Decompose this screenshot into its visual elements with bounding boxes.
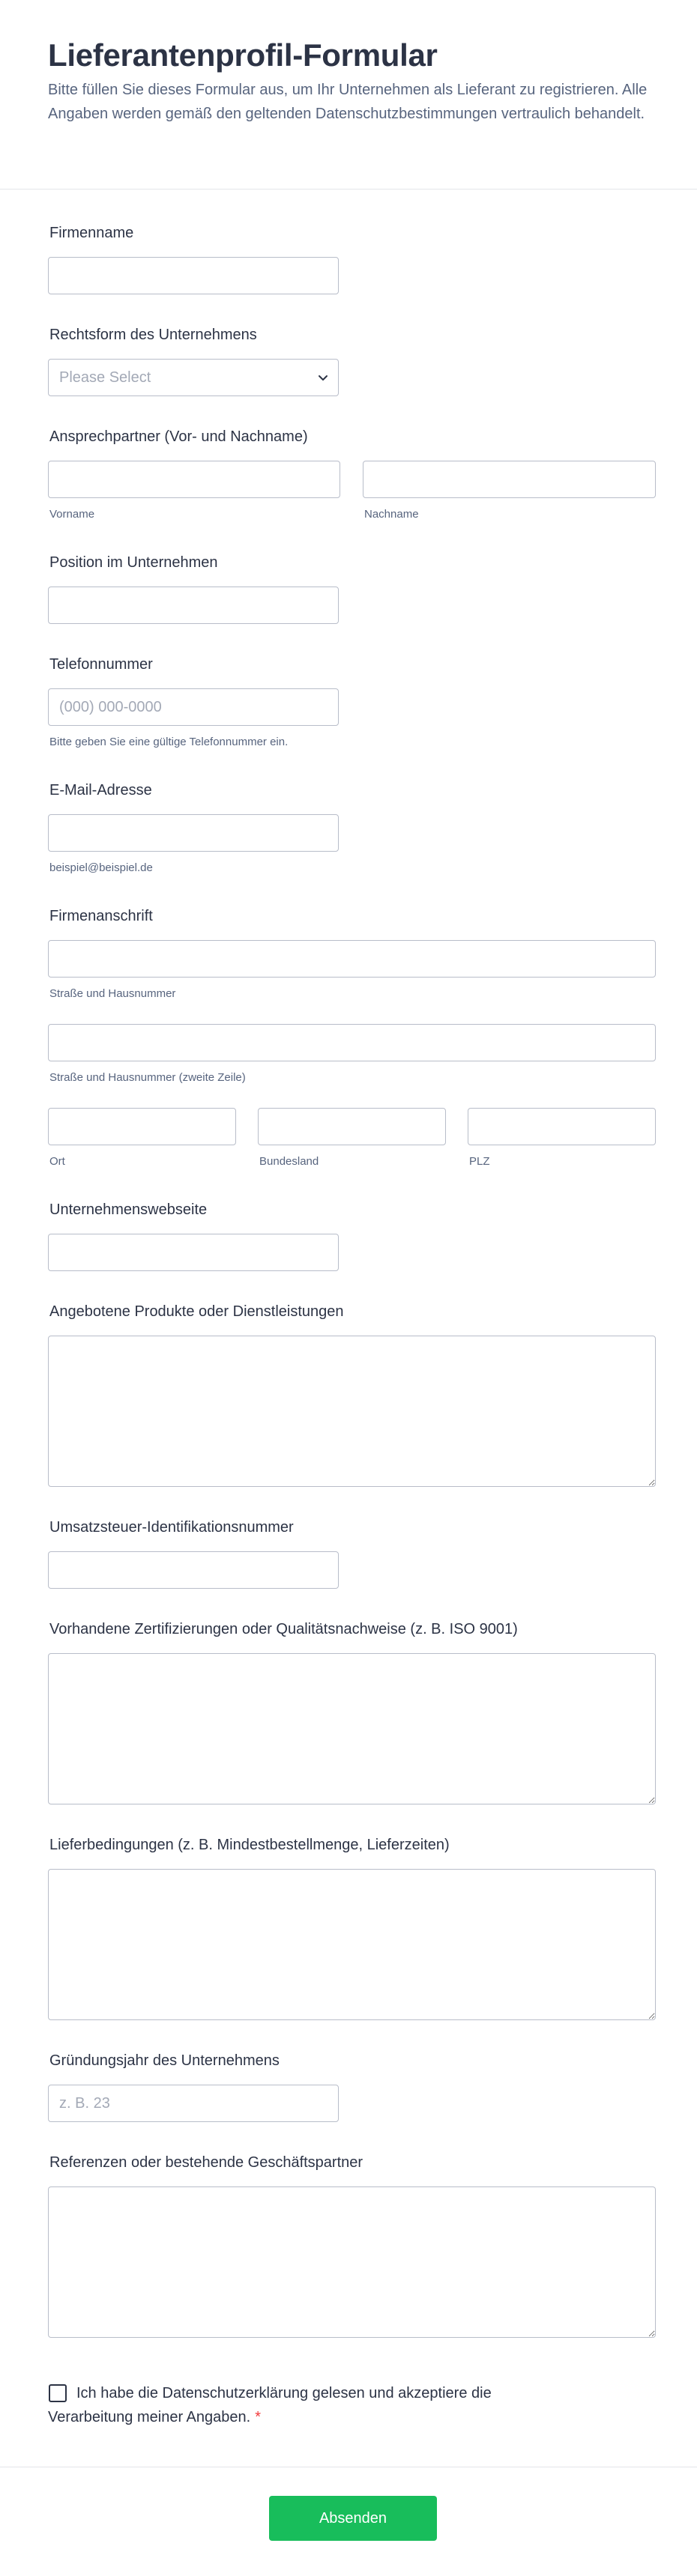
position-input[interactable] — [48, 587, 339, 624]
position-label: Position im Unternehmen — [49, 554, 218, 571]
legal-form-placeholder: Please Select — [59, 369, 151, 386]
zip-input[interactable] — [468, 1108, 656, 1145]
products-label: Angebotene Produkte oder Dienstleistungen — [49, 1303, 344, 1320]
consent-text — [48, 2381, 573, 2429]
references-label: Referenzen oder bestehende Geschäftspartner — [49, 2154, 363, 2171]
form-title: Lieferantenprofil-Formular — [48, 37, 438, 73]
form-header — [0, 0, 697, 190]
required-mark: * — [255, 2409, 261, 2425]
email-input[interactable] — [48, 814, 339, 852]
delivery-terms-label: Lieferbedingungen (z. B. Mindestbestellmenge, Lieferzeiten) — [49, 1837, 450, 1853]
phone-hint: Bitte geben Sie eine gültige Telefonnummer ein. — [49, 736, 289, 748]
last-name-sublabel: Nachname — [364, 508, 419, 521]
founding-year-input[interactable] — [48, 2085, 339, 2122]
street-sublabel: Straße und Hausnummer — [49, 987, 176, 1000]
first-name-sublabel: Vorname — [49, 508, 95, 521]
first-name-input[interactable] — [48, 461, 340, 498]
last-name-input[interactable] — [363, 461, 656, 498]
address-label: Firmenanschrift — [49, 908, 153, 924]
website-input[interactable] — [48, 1234, 339, 1271]
phone-label: Telefonnummer — [49, 656, 153, 673]
references-textarea[interactable] — [48, 2186, 656, 2338]
street2-input[interactable] — [48, 1024, 656, 1061]
submit-button[interactable]: Absenden — [269, 2496, 437, 2541]
certifications-label: Vorhandene Zertifizierungen oder Qualitätsnachweise (z. B. ISO 9001) — [49, 1621, 518, 1637]
city-input[interactable] — [48, 1108, 236, 1145]
chevron-down-icon — [317, 372, 329, 384]
state-sublabel: Bundesland — [259, 1155, 319, 1168]
founding-year-label: Gründungsjahr des Unternehmens — [49, 2052, 280, 2069]
company-name-label: Firmenname — [49, 225, 134, 241]
street-input[interactable] — [48, 940, 656, 978]
vat-id-label: Umsatzsteuer-Identifikationsnummer — [49, 1519, 294, 1536]
form-description: Bitte füllen Sie dieses Formular aus, um Ihr Unternehmen als Lieferant zu registrieren. Alle Angaben werden gemäß den geltenden Datenschutzbestimmungen vertraulich behandelt. — [48, 82, 648, 122]
contact-person-label: Ansprechpartner (Vor- und Nachname) — [49, 428, 308, 445]
legal-form-select[interactable] — [48, 359, 339, 396]
zip-sublabel: PLZ — [469, 1155, 490, 1168]
city-sublabel: Ort — [49, 1155, 65, 1168]
email-hint: beispiel@beispiel.de — [49, 861, 153, 874]
products-textarea[interactable] — [48, 1336, 656, 1487]
certifications-textarea[interactable] — [48, 1653, 656, 1804]
state-input[interactable] — [258, 1108, 446, 1145]
street2-sublabel: Straße und Hausnummer (zweite Zeile) — [49, 1071, 246, 1084]
vat-id-input[interactable] — [48, 1551, 339, 1589]
website-label: Unternehmenswebseite — [49, 1201, 208, 1218]
email-label: E-Mail-Adresse — [49, 782, 152, 798]
consent-label: Ich habe die Datenschutzerklärung gelesen und akzeptiere die Verarbeitung meiner Angaben. — [48, 2385, 492, 2425]
phone-input[interactable] — [48, 688, 339, 726]
company-name-input[interactable] — [48, 257, 339, 294]
legal-form-label: Rechtsform des Unternehmens — [49, 327, 257, 343]
delivery-terms-textarea[interactable] — [48, 1869, 656, 2020]
